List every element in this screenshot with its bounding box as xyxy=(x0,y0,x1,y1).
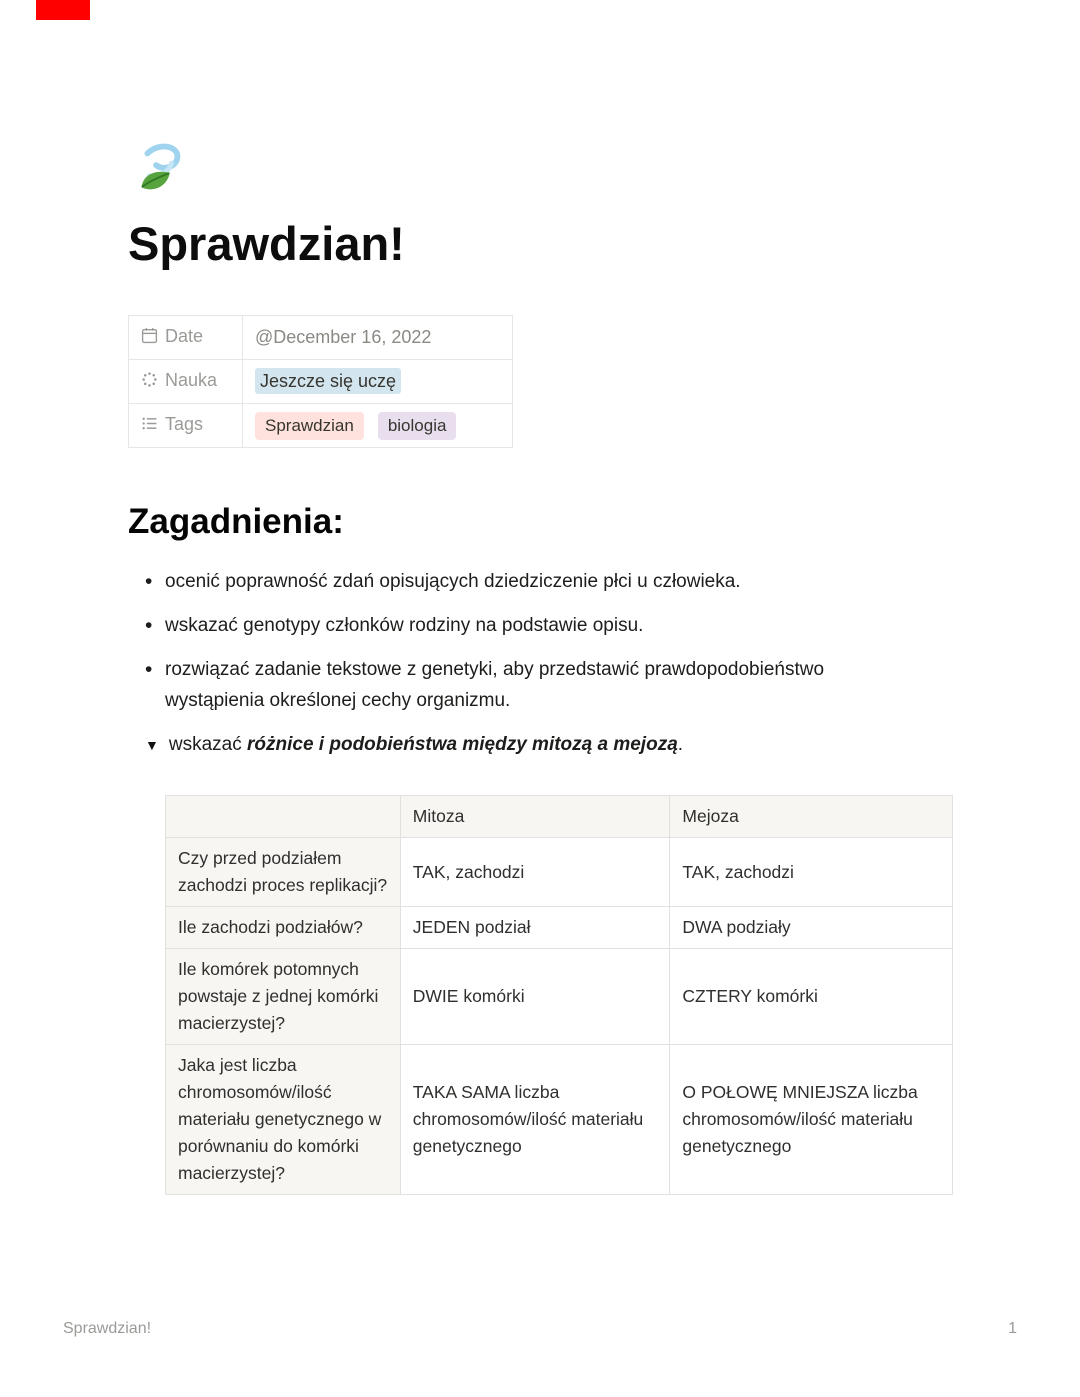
section-heading: Zagadnienia: xyxy=(128,502,344,541)
list-item: • wskazać genotypy członków rodziny na podstawie opisu. xyxy=(165,610,925,641)
property-value-date xyxy=(243,316,513,360)
property-row-nauka xyxy=(129,360,513,404)
tag-biologia: biologia xyxy=(378,412,457,440)
page-title: Sprawdzian! xyxy=(128,217,405,270)
leaf-fluttering-icon xyxy=(128,138,190,200)
table-row xyxy=(166,1045,953,1195)
question-cell: Jaka jest liczba chromosomów/ilość materiału genetycznego w porównaniu do komórki macierzystej? xyxy=(166,1045,401,1195)
mejoza-cell: DWA podziały xyxy=(670,907,953,949)
property-value-nauka xyxy=(243,360,513,404)
question-cell: Ile komórek potomnych powstaje z jednej komórki macierzystej? xyxy=(166,949,401,1045)
toggle-text-prefix: wskazać xyxy=(168,734,247,755)
tag-sprawdzian: Sprawdzian xyxy=(255,412,364,440)
property-value-tags xyxy=(243,404,513,448)
table-row xyxy=(166,838,953,907)
calendar-icon xyxy=(141,327,158,349)
red-recording-artifact xyxy=(36,0,90,20)
toggle-text-suffix: . xyxy=(677,734,684,755)
question-cell: Ile zachodzi podziałów? xyxy=(166,907,401,949)
mitoza-cell: JEDEN podział xyxy=(400,907,670,949)
mitoza-cell: DWIE komórki xyxy=(400,949,670,1045)
toggle-triangle-icon[interactable]: ▼ xyxy=(145,737,159,753)
nauka-status-value: Jeszcze się uczę xyxy=(255,368,401,394)
mitoza-cell: TAK, zachodzi xyxy=(400,838,670,907)
table-header-row xyxy=(166,796,953,838)
property-row-date xyxy=(129,316,513,360)
mejoza-cell: O POŁOWĘ MNIEJSZA liczba chromosomów/ilość materiału genetycznego xyxy=(670,1045,953,1195)
footer-page-number: 1 xyxy=(1008,1320,1017,1337)
list-item: • ocenić poprawność zdań opisujących dziedziczenie płci u człowieka. xyxy=(165,566,925,597)
table-row xyxy=(166,907,953,949)
property-name-tags: Tags xyxy=(165,414,204,434)
question-cell: Czy przed podziałem zachodzi proces replikacji? xyxy=(166,838,401,907)
property-label-nauka xyxy=(129,360,243,404)
table-row xyxy=(166,949,953,1045)
property-label-tags xyxy=(129,404,243,448)
property-name-nauka: Nauka xyxy=(165,370,218,390)
status-dots-icon xyxy=(141,371,158,393)
header-cell-mitoza: Mitoza xyxy=(400,796,670,838)
property-row-tags xyxy=(129,404,513,448)
bulleted-list-icon xyxy=(141,415,158,437)
header-cell-mejoza: Mejoza xyxy=(670,796,953,838)
topics-list xyxy=(128,566,952,716)
toggle-text xyxy=(169,734,683,755)
mejoza-cell: TAK, zachodzi xyxy=(670,838,953,907)
mitoza-mejoza-table xyxy=(165,795,953,1195)
header-cell-empty xyxy=(166,796,401,838)
list-item: • rozwiązać zadanie tekstowe z genetyki, aby przedstawić prawdopodobieństwo wystąpienia określonej cechy organizmu. xyxy=(165,654,925,716)
toggle-block xyxy=(128,729,952,761)
mejoza-cell: CZTERY komórki xyxy=(670,949,953,1045)
properties-table xyxy=(128,315,513,448)
page-footer xyxy=(63,1320,1017,1338)
property-name-date: Date xyxy=(165,326,204,346)
mitoza-cell: TAKA SAMA liczba chromosomów/ilość materiału genetycznego xyxy=(400,1045,670,1195)
date-mention: @December 16, 2022 xyxy=(255,327,432,347)
toggle-text-emphasis: różnice i podobieństwa między mitozą a mejozą xyxy=(247,734,678,755)
footer-document-title: Sprawdzian! xyxy=(63,1320,152,1337)
property-label-date xyxy=(129,316,243,360)
